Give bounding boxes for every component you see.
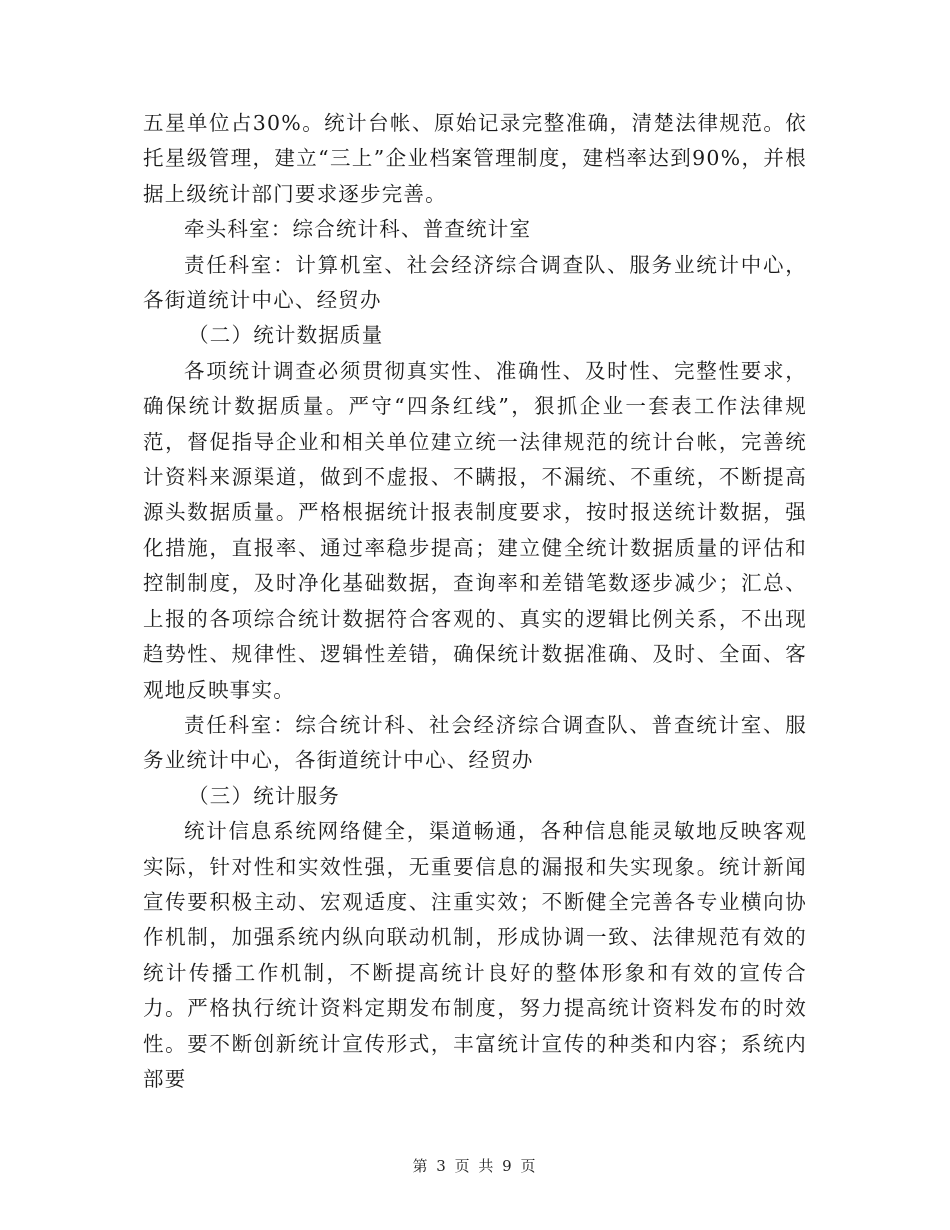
page-footer — [0, 1155, 950, 1176]
paragraph-continued: 五星单位占30%。统计台帐、原始记录完整准确，清楚法律规范。依托星级管理，建立“三上”企业档案管理制度，建档率达到90%，并根据上级统计部门要求逐步完善。 — [143, 111, 807, 206]
footer-middle: 页 共 — [454, 1157, 496, 1175]
paragraph-statistical-service: 统计信息系统网络健全，渠道畅通，各种信息能灵敏地反映客观实际，针对性和实效性强，无重要信息的漏报和失实现象。统计新闻宣传要积极主动、宏观适度、注重实效；不断健全完善各专业横向协作机制，加强系统内纵向联动机制，形成协调一致、法律规范有效的统计传播工作机制，不断提高统计良好的整体形象和有效的宣传合力。严格执行统计资料定期发布制度，努力提高统计资料发布的时效性。要不断创新统计宣传形式，丰富统计宣传的种类和内容；系统内部要 — [143, 819, 807, 1091]
paragraph-responsible-office: 责任科室：计算机室、社会经济综合调查队、服务业统计中心，各街道统计中心、经贸办 — [143, 252, 807, 313]
section-heading-data-quality: （二）统计数据质量 — [188, 323, 384, 348]
document-body — [143, 106, 807, 1097]
paragraph-responsible-office: 责任科室：综合统计科、社会经济综合调查队、普查统计室、服务业统计中心，各街道统计中心、经贸办 — [143, 712, 807, 773]
footer-prefix: 第 — [412, 1157, 430, 1175]
current-page-number: 3 — [436, 1157, 448, 1175]
footer-suffix: 页 — [520, 1157, 538, 1175]
total-page-count: 9 — [502, 1157, 514, 1175]
paragraph-lead-office: 牵头科室：综合统计科、普查统计室 — [184, 217, 532, 242]
paragraph-data-quality: 各项统计调查必须贯彻真实性、准确性、及时性、完整性要求，确保统计数据质量。严守“四条红线”，狠抓企业一套表工作法律规范，督促指导企业和相关单位建立统一法律规范的统计台帐，完善统计资料来源渠道，做到不虚报、不瞒报，不漏统、不重统，不断提高源头数据质量。严格根据统计报表制度要求，按时报送统计数据，强化措施，直报率、通过率稳步提高；建立健全统计数据质量的评估和控制制度，及时净化基础数据，查询率和差错笔数逐步减少；汇总、上报的各项综合统计数据符合客观的、真实的逻辑比例关系，不出现趋势性、规律性、逻辑性差错，确保统计数据准确、及时、全面、客观地反映事实。 — [143, 358, 807, 702]
section-heading-statistical-service: （三）统计服务 — [188, 783, 340, 808]
